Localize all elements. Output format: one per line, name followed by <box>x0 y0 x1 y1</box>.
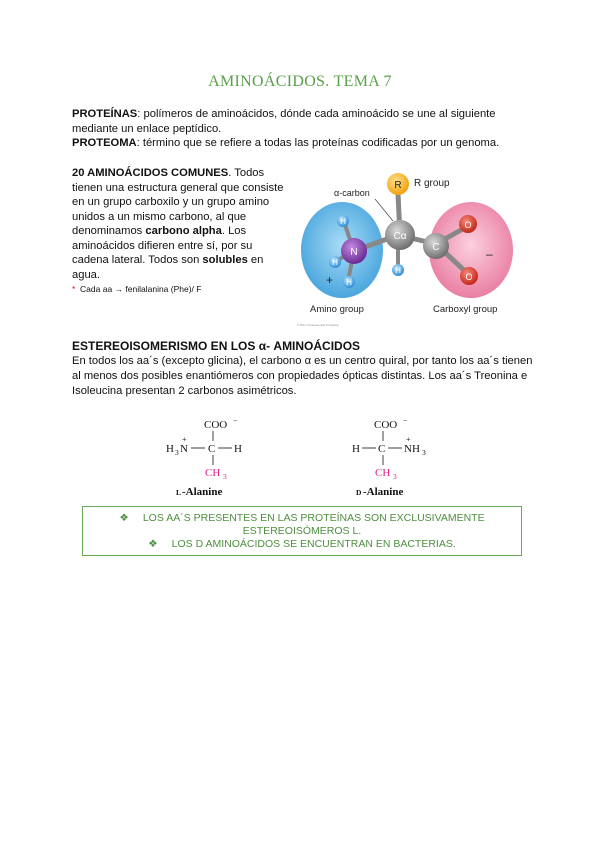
solubles: solubles <box>202 254 248 266</box>
amino-group-label: Amino group <box>310 304 364 315</box>
hydrogen-label-2: H <box>332 258 338 267</box>
common-text-1: . Todos tienen una estructura general que consiste en un grupo carboxilo y un grupo amino unidos a un mismo carbono, al que denominamos <box>72 167 284 237</box>
l-coo: COO <box>204 419 228 431</box>
common-text-2: . Los aminoácidos difieren entre sí, por su cadena lateral. Todos son <box>72 225 253 266</box>
amino-acid-structure-diagram <box>296 166 516 331</box>
hydrogen-label-1: H <box>340 217 346 226</box>
d-alpha-c: C <box>378 443 386 455</box>
key-point-1-cont: ESTEREOISÓMEROS L. <box>242 525 362 537</box>
negative-charge: – <box>486 247 493 261</box>
l-ch3: CH <box>205 467 221 479</box>
key-point-2-text: LOS D AMINOÁCIDOS SE ENCUENTRAN EN BACTERIAS. <box>171 538 456 550</box>
positive-charge: + <box>326 273 334 287</box>
carbonyl-carbon-label: C <box>432 242 440 253</box>
common-heading: 20 AMINOÁCIDOS COMUNES <box>72 167 229 179</box>
proteoma-term: PROTEOMA <box>72 137 137 149</box>
intro-definitions <box>72 107 532 151</box>
l-prefix: L <box>176 488 182 497</box>
d-prefix: D <box>356 488 362 497</box>
key-point-1 <box>83 512 521 525</box>
proteinas-term: PROTEÍNAS <box>72 108 138 120</box>
alpha-carbon-atom-label: Cα <box>393 231 407 242</box>
key-points-box <box>82 506 522 556</box>
r-atom-label: R <box>394 180 402 191</box>
d-h: H <box>352 443 360 455</box>
common-text-3: en agua. <box>72 254 264 281</box>
l-n-charge: + <box>182 435 187 444</box>
alpha-carbon-label: α-carbon <box>334 188 370 198</box>
bullet-icon: ❖ <box>119 512 129 524</box>
d-nh3-sub: 3 <box>422 448 426 457</box>
stereoisomerism-heading: ESTEREOISOMERISMO EN LOS α- AMINOÁCIDOS <box>72 339 361 353</box>
d-alanine-structure <box>350 416 460 507</box>
hydrogen-label-alpha: H <box>395 266 401 275</box>
d-nh3-nh: NH <box>404 443 420 455</box>
figure-credit: © W.H. Freeman and Company <box>297 323 339 327</box>
nitrogen-label: N <box>350 247 358 258</box>
proteoma-text: : término que se refiere a todas las proteínas codificadas por un genoma. <box>136 137 500 149</box>
page-title: AMINOÁCIDOS. TEMA 7 <box>208 73 392 90</box>
proteinas-text: : polímeros de aminoácidos, dónde cada aminoácido se une al siguiente mediante un enlace peptídico. <box>72 108 496 135</box>
l-h3n-n: N <box>180 443 188 455</box>
proteoma-definition <box>72 136 532 151</box>
l-alpha-c: C <box>208 443 216 455</box>
d-coo: COO <box>374 419 398 431</box>
note-text: Cada aa → fenilalanina (Phe)/ F <box>80 284 202 294</box>
bullet-icon: ❖ <box>148 538 158 550</box>
d-alanine-label: -Alanine <box>363 486 404 498</box>
l-ch3-sub: 3 <box>223 472 227 481</box>
common-amino-acids-paragraph <box>72 166 287 297</box>
oxygen-top-label: O <box>464 220 472 230</box>
carbono-alpha: carbono alpha <box>145 225 222 237</box>
d-coo-charge: − <box>403 416 408 425</box>
proteinas-definition <box>72 107 532 136</box>
l-h3n-sub: 3 <box>175 448 179 457</box>
d-ch3-sub: 3 <box>393 472 397 481</box>
key-point-2 <box>83 538 521 551</box>
l-alanine-structure <box>166 416 276 507</box>
stereoisomerism-body: En todos los aa´s (excepto glicina), el carbono α es un centro quiral, por tanto los aa´s tienen al menos dos posibles enantiómeros con propiedades ópticas distintas. Los aa´s Treonina e Isoleucina presentan 2 carbonos asimétricos. <box>72 355 533 397</box>
l-alanine-label: -Alanine <box>182 486 223 498</box>
oxygen-bottom-label: O <box>465 272 473 282</box>
l-h: H <box>234 443 242 455</box>
hydrogen-label-3: H <box>346 278 352 287</box>
key-point-1-text: LOS AA´S PRESENTES EN LAS PROTEÍNAS SON EXCLUSIVAMENTE <box>142 512 485 524</box>
l-coo-charge: − <box>233 416 238 425</box>
r-group-label: R group <box>414 178 450 189</box>
d-n-charge: + <box>406 435 411 444</box>
phe-note <box>72 282 287 297</box>
note-star: * <box>72 284 76 294</box>
d-ch3: CH <box>375 467 391 479</box>
carboxyl-group-label: Carboxyl group <box>433 304 498 315</box>
l-h3n-h: H <box>166 443 174 455</box>
